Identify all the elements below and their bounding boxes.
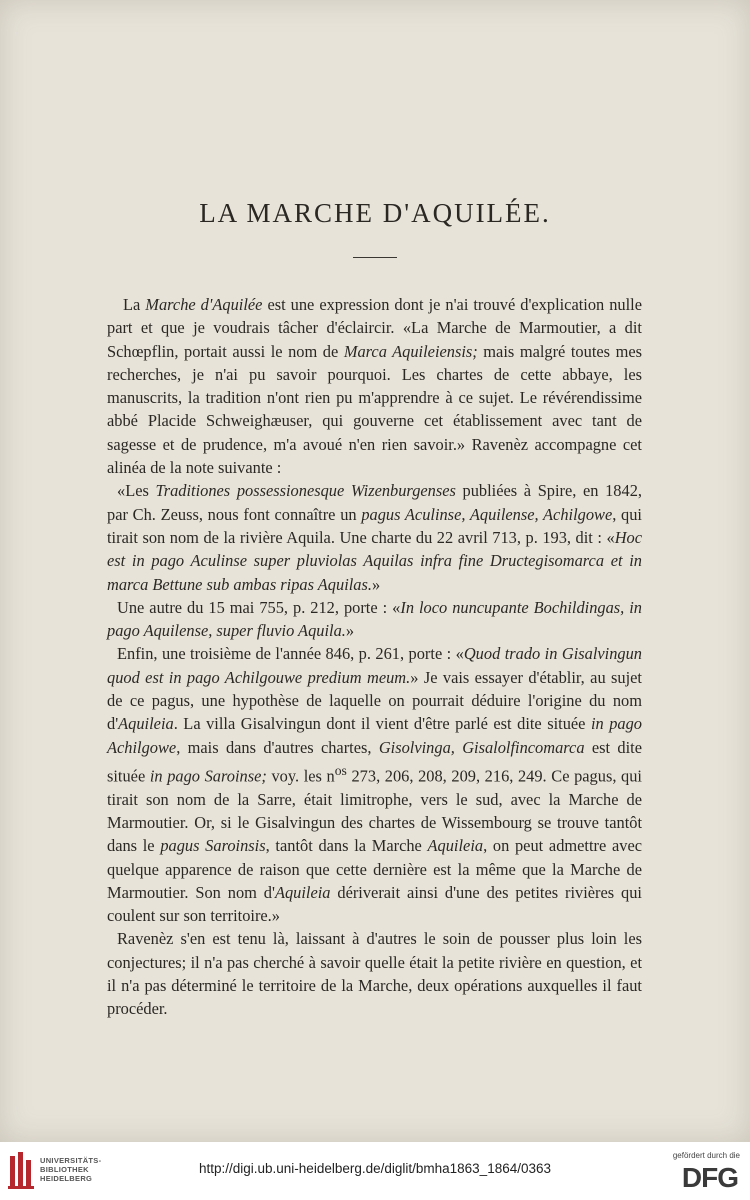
library-name-line: BIBLIOTHEK xyxy=(40,1165,89,1174)
article-body xyxy=(107,293,642,1021)
paragraph: La Marche d'Aquilée est une expression dont je n'ai trouvé d'explication nulle part et que je voudrais tâcher d'éclaircir. «La Marche de Marmoutier, a dit Schœpflin, portait aussi le nom de Marca Aquileiensis; mais malgré toutes mes recherches, je n'ai pu savoir pourquoi. Les chartes de cette abbaye, les manuscrits, la tradition n'ont rien pu m'apprendre à ce sujet. Le révérendissime abbé Placide Schweighæuser, qui gouverne cet établissement avec tant de sagesse et de prudence, m'a avoué n'en rien savoir.» Ravenèz accompagne cet alinéa de la note suivante : xyxy=(107,295,642,478)
paragraph: Ravenèz s'en est tenu là, laissant à d'autres le soin de pousser plus loin les conjectures; il n'a pas cherché à savoir quelle était la petite rivière en question, et il n'a pas déterminé le territoire de la Marche, deux opérations auxquelles il faut procéder. xyxy=(107,929,642,1019)
paragraph: Enfin, une troisième de l'année 846, p. 261, porte : «Quod trado in Gisalvingun quod est in pago Achilgouwe predium meum.» Je vais essayer d'établir, au sujet de ce pagus, une hypothèse de laquelle on pourrait déduire l'origine du nom d'Aquileia. La villa Gisalvingun dont il vient d'être parlé est dite située in pago Achilgowe, mais dans d'autres chartes, Gisolvinga, Gisalolfincomarca est dite située in pago Saroinse; voy. les $n^{os}$ 273, 206, 208, 209, 216, 249. Ce pagus, qui tirait son nom de la Sarre, était limitrophe, vers le sud, avec la Marche de Marmoutier. Or, si le Gisalvingun des chartes de Wissembourg se trouve tantôt dans le pagus Saroinsis, tantôt dans la Marche Aquileia, on peut admettre avec quelque apparence de raison que cette dernière est la même que la Marche de Marmoutier. Son nom d'Aquileia dériverait ainsi d'une des petites rivières qui coulent sur son territoire.» xyxy=(107,644,643,926)
viewer-footer xyxy=(0,1142,750,1200)
paragraph: «Les Traditiones possessionesque Wizenburgenses publiées à Spire, en 1842, par Ch. Zeuss, nous font connaître un pagus Aculinse, Aquilense, Achilgowe, qui tirait son nom de la rivière Aquila. Une charte du 22 avril 713, p. 193, dit : «Hoc est in pago Aculinse super pluviolas Aquilas infra fine Dructegisomarca et in marca Bettune sub ambas ripas Aquilas.» xyxy=(107,481,642,594)
permalink-url[interactable]: http://digi.ub.uni-heidelberg.de/diglit/bmha1863_1864/0363 xyxy=(198,1161,552,1176)
title-divider xyxy=(353,257,397,258)
paragraph: Une autre du 15 mai 755, p. 212, porte : «In loco nuncupante Bochildingas, in pago Aquilense, super fluvio Aquila.» xyxy=(107,597,642,641)
library-name-line: UNIVERSITÄTS- xyxy=(40,1156,102,1165)
library-name-line: HEIDELBERG xyxy=(40,1174,93,1183)
dfg-logo: DFG xyxy=(681,1162,738,1193)
funding-note: gefördert durch die xyxy=(672,1151,740,1160)
page-title: LA MARCHE D'AQUILÉE. xyxy=(199,198,551,228)
